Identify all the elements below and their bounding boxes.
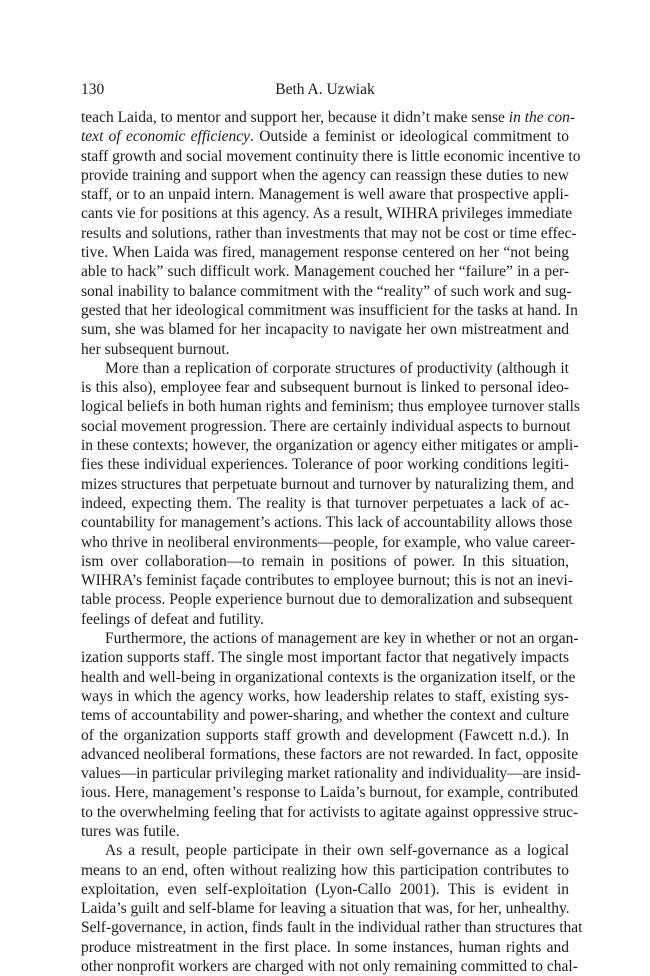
text-line: table process. People experience burnout due to demoralization and subsequent: [81, 591, 573, 609]
paragraph: [81, 841, 583, 976]
text-line: text of economic efficiency. Outside a feminist or ideological commitment to: [81, 128, 569, 146]
text-line: staff growth and social movement continuity there is little economic incentive to: [81, 147, 581, 165]
text-line: ways in which the agency works, how leadership relates to staff, existing sys-: [81, 687, 569, 705]
text-line: other nonprofit workers are charged with not only remaining committed to chal-: [81, 958, 578, 976]
running-head: [81, 80, 569, 100]
text-line: Self-governance, in action, finds fault in the individual rather than structures that: [81, 919, 583, 937]
text-line: to the overwhelming feeling that for activists to agitate against oppressive struc-: [81, 803, 579, 821]
text-line: tive. When Laida was fired, management response centered on her “not being: [81, 244, 569, 262]
text-line: fies these individual experiences. Tolerance of poor working conditions legiti-: [81, 456, 569, 474]
text-line: sum, she was blamed for her incapacity to navigate her own mistreatment and: [81, 321, 569, 339]
text-line: means to an end, often without realizing how this participation contributes to: [81, 861, 569, 879]
text-line: advanced neoliberal formations, these factors are not rewarded. In fact, opposite: [81, 745, 579, 763]
text-line: exploitation, even self-exploitation (Lyon-Callo 2001). This is evident in: [81, 880, 569, 898]
text-line: logical beliefs in both human rights and feminism; thus employee turnover stalls: [81, 398, 580, 416]
text-line: ious. Here, management’s response to Laida’s burnout, for example, contributed: [81, 784, 579, 802]
text-line: As a result, people participate in their own self-governance as a logical: [105, 842, 569, 860]
running-head-author: Beth A. Uzwiak: [275, 81, 375, 98]
text-line: indeed, expecting them. The reality is that turnover perpetuates a lack of ac-: [81, 494, 569, 512]
text-line: More than a replication of corporate structures of productivity (although it: [105, 359, 569, 377]
text-line: provide training and support when the agency can reassign these duties to new: [81, 166, 569, 184]
paragraph: [81, 359, 580, 629]
text-line: social movement progression. There are certainly individual aspects to burnout: [81, 417, 571, 435]
text-line: produce mistreatment in the first place. In some instances, human rights and: [81, 938, 569, 956]
text-line: gested that her ideological commitment was insufficient for the tasks at hand. In: [81, 301, 578, 319]
text-line: cants vie for positions at this agency. As a result, WIHRA privileges immediate: [81, 205, 573, 223]
text-line: her subsequent burnout.: [81, 340, 230, 358]
text-line: staff, or to an unpaid intern. Management is well aware that prospective appli-: [81, 186, 569, 204]
text-line: who thrive in neoliberal environments—people, for example, who value career-: [81, 533, 576, 551]
text-line: countability for management’s actions. This lack of accountability allows those: [81, 514, 573, 532]
text-line: Furthermore, the actions of management are key in whether or not an organ-: [105, 630, 579, 648]
paragraph: [81, 629, 581, 841]
text-line: Laida’s guilt and self-blame for leaving a situation that was, for her, unhealthy.: [81, 900, 570, 918]
text-line: able to hack” such difficult work. Management couched her “failure” in a per-: [81, 263, 569, 281]
text-line: health and well-being in organizational contexts is the organization itself, or the: [81, 668, 576, 686]
text-line: values—in particular privileging market rationality and individuality—are insid-: [81, 765, 581, 783]
text-line: ization supports staff. The single most important factor that negatively impacts: [81, 649, 570, 667]
text-line: feelings of defeat and futility.: [81, 610, 264, 628]
text-line: ism over collaboration—to remain in positions of power. In this situation,: [81, 552, 569, 570]
page-number: 130: [81, 81, 105, 98]
text-line: results and solutions, rather than investments that may not be cost or time effec-: [81, 224, 577, 242]
text-line: tures was futile.: [81, 822, 180, 840]
text-line: WIHRA’s feminist façade contributes to employee burnout; this is not an inevi-: [81, 572, 574, 590]
paragraph: [81, 108, 581, 359]
text-line: of the organization supports staff growth and development (Fawcett n.d.). In: [81, 726, 569, 744]
text-line: mizes structures that perpetuate burnout and turnover by naturalizing them, and: [81, 475, 574, 493]
text-line: is this also), employee fear and subsequent burnout is linked to personal ideo-: [81, 379, 569, 397]
text-line: sonal inability to balance commitment with the “reality” of such work and sug-: [81, 282, 572, 300]
text-line: in these contexts; however, the organization or agency either mitigates or ampli-: [81, 437, 579, 455]
text-line: tems of accountability and power-sharing, and whether the context and culture: [81, 707, 569, 725]
text-line: teach Laida, to mentor and support her, because it didn’t make sense in the con-: [81, 109, 576, 126]
body-text: [81, 108, 583, 976]
